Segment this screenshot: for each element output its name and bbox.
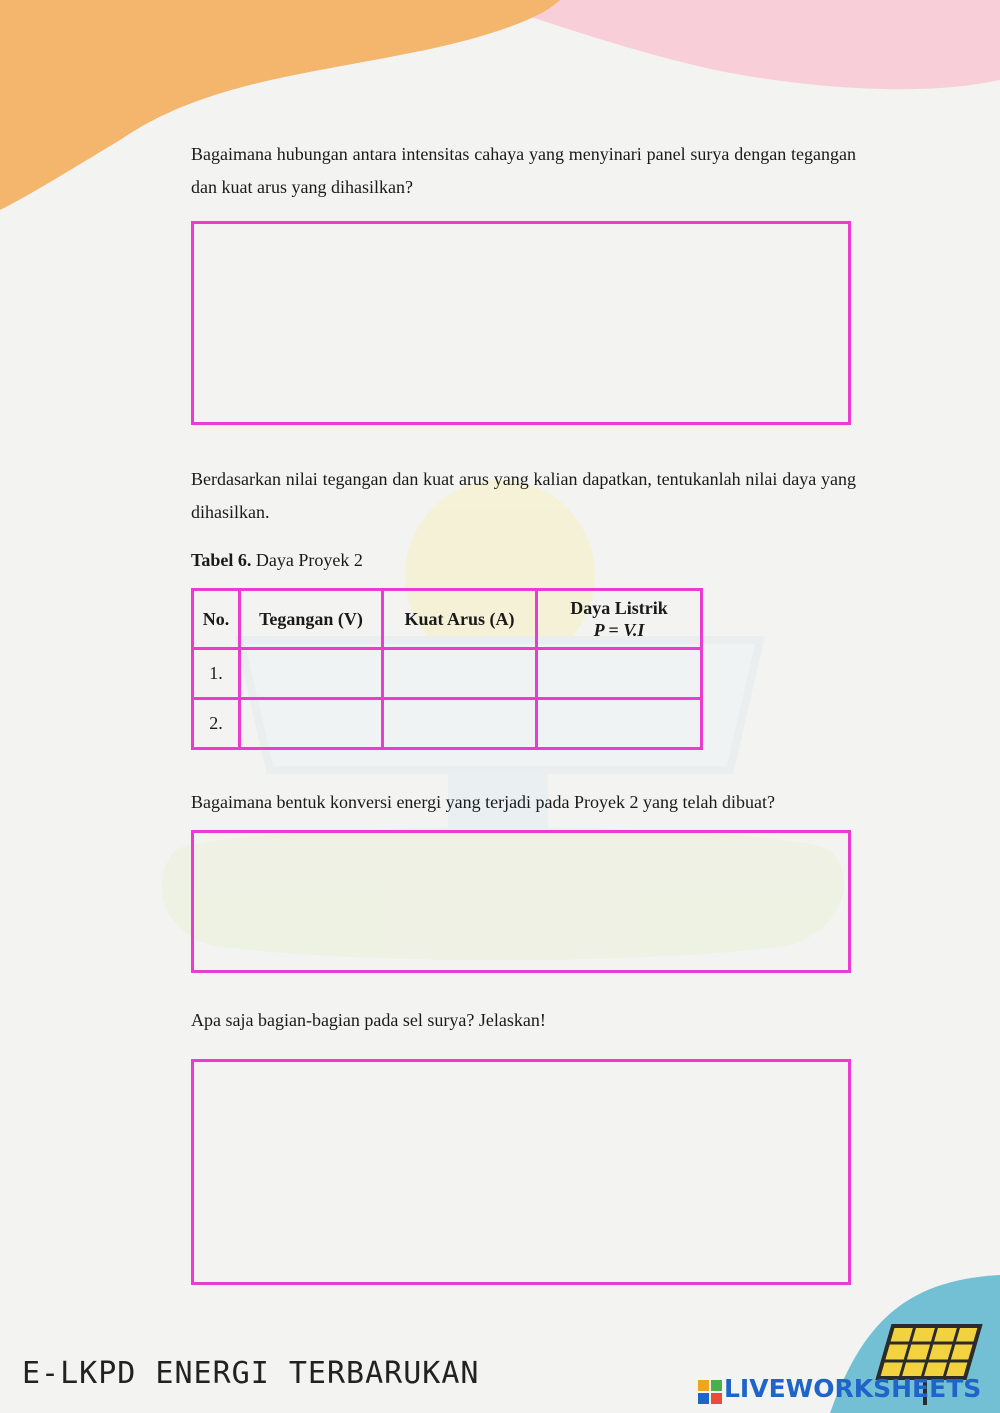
footer-title: E-LKPD ENERGI TERBARUKAN	[22, 1356, 480, 1391]
answer-box-1[interactable]	[191, 221, 851, 425]
row-1-voltage-cell[interactable]	[240, 649, 383, 699]
table-row	[193, 649, 702, 699]
header-power-label: Daya Listrik	[570, 598, 668, 618]
brand-name: LIVEWORKSHEETS	[724, 1374, 982, 1403]
row-1-no: 1.	[193, 649, 240, 699]
row-1-current-cell[interactable]	[383, 649, 537, 699]
row-2-voltage-cell[interactable]	[240, 699, 383, 749]
header-power-formula: P = V.I	[593, 620, 645, 640]
answer-box-3[interactable]	[191, 1059, 851, 1285]
question-2: Berdasarkan nilai tegangan dan kuat arus yang kalian dapatkan, tentukanlah nilai daya yang dihasilkan.	[191, 469, 856, 522]
row-2-power-cell[interactable]	[537, 699, 702, 749]
header-no: No.	[193, 590, 240, 649]
pink-blob	[480, 0, 1000, 89]
table-row	[193, 699, 702, 749]
liveworksheets-logo-icon	[698, 1380, 722, 1404]
table-caption-text: Daya Proyek 2	[251, 550, 363, 570]
row-1-power-cell[interactable]	[537, 649, 702, 699]
table-caption-label: Tabel 6.	[191, 550, 252, 570]
question-1: Bagaimana hubungan antara intensitas cahaya yang menyinari panel surya dengan tegangan dan kuat arus yang dihasilkan?	[191, 144, 856, 197]
answer-box-2[interactable]	[191, 830, 851, 973]
row-2-no: 2.	[193, 699, 240, 749]
table-caption	[191, 550, 363, 571]
header-voltage: Tegangan (V)	[240, 590, 383, 649]
header-power	[537, 590, 702, 649]
power-table	[191, 588, 703, 750]
question-4: Apa saja bagian-bagian pada sel surya? Jelaskan!	[191, 1010, 546, 1030]
table-header-row	[193, 590, 702, 649]
question-3: Bagaimana bentuk konversi energi yang terjadi pada Proyek 2 yang telah dibuat?	[191, 792, 775, 812]
row-2-current-cell[interactable]	[383, 699, 537, 749]
header-current: Kuat Arus (A)	[383, 590, 537, 649]
